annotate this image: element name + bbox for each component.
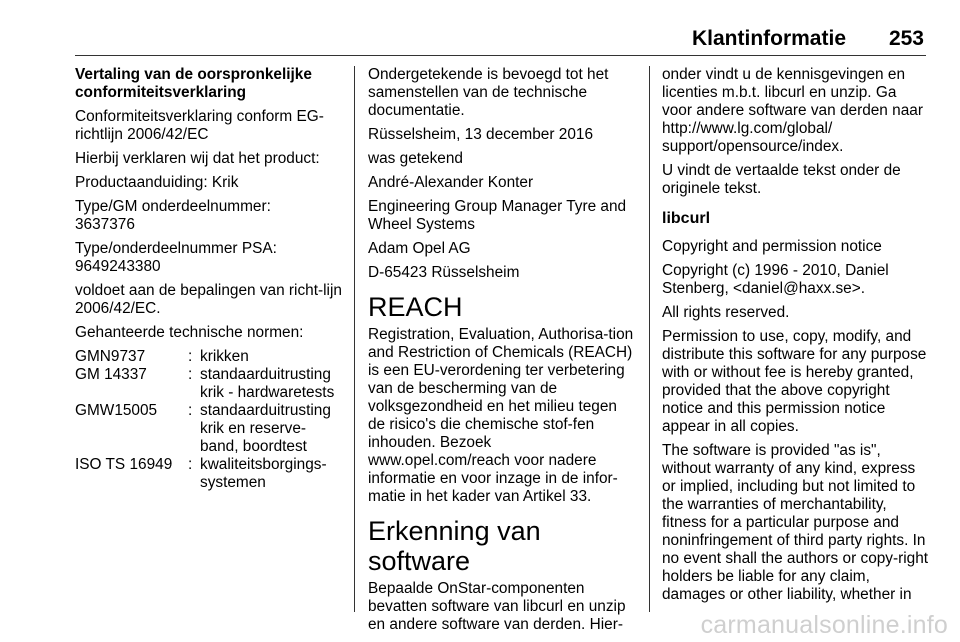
page-number: 253 xyxy=(888,27,924,50)
column-divider-2 xyxy=(649,66,650,612)
paragraph: Adam Opel AG xyxy=(368,240,471,257)
paragraph: Bepaalde OnStar-componenten bevatten software van libcurl en unzip en andere software van derden. Hier- xyxy=(368,580,626,633)
libcurl-heading: libcurl xyxy=(662,210,711,227)
paragraph: The software is provided "as is", without warranty of any kind, express or implied, including but not limited to the warranties of merchantability, fitness for a particular purpose and noninfringement of third party rights. In no event shall the authors or copy-right holders be liable for any claim, damages or other liability, whether in xyxy=(662,442,929,603)
watermark: carmanualsonline.info xyxy=(700,611,948,639)
norm-term: GMN9737 xyxy=(75,348,146,365)
section-title: Klantinformatie xyxy=(691,27,846,50)
paragraph: Ondergetekende is bevoegd tot het samenstellen van de technische documentatie. xyxy=(368,66,609,119)
norm-term: GMW15005 xyxy=(75,402,158,419)
paragraph: Productaanduiding: Krik xyxy=(75,174,239,191)
norm-term: GM 14337 xyxy=(75,366,147,383)
label: Type/onderdeelnummer PSA: xyxy=(75,240,277,257)
paragraph: André-Alexander Konter xyxy=(368,174,534,191)
norms-list xyxy=(75,348,342,492)
norm-term: ISO TS 16949 xyxy=(75,456,173,473)
column-3 xyxy=(662,66,930,610)
paragraph: Gehanteerde technische normen: xyxy=(75,324,304,341)
norm-separator: : xyxy=(188,366,193,383)
norm-separator: : xyxy=(188,348,193,365)
norm-separator: : xyxy=(188,456,193,473)
paragraph: Copyright (c) 1996 - 2010, Daniel Stenberg, <daniel@haxx.se>. xyxy=(662,262,889,297)
column-2 xyxy=(368,66,635,640)
norm-value: kwaliteitsborgings-systemen xyxy=(200,456,327,491)
paragraph: onder vindt u de kennisgevingen en licenties m.b.t. libcurl en unzip. Ga voor andere software van derden naar http://www.lg.com/global/ support/opensource/index. xyxy=(662,66,923,155)
paragraph xyxy=(75,240,342,276)
paragraph: D-65423 Rüsselsheim xyxy=(368,264,520,281)
page-header xyxy=(75,27,926,51)
norm-separator: : xyxy=(188,402,193,419)
paragraph: was getekend xyxy=(368,150,463,167)
value: 9649243380 xyxy=(75,258,161,275)
norm-row xyxy=(75,366,342,402)
declaration-heading: Vertaling van de oorspronkelijke conformiteitsverklaring xyxy=(75,66,312,101)
paragraph: U vindt de vertaalde tekst onder de originele tekst. xyxy=(662,162,901,197)
paragraph: Permission to use, copy, modify, and distribute this software for any purpose with or without fee is hereby granted, provided that the above copyright notice and this permission notice appear in all copies. xyxy=(662,328,927,435)
paragraph: Rüsselsheim, 13 december 2016 xyxy=(368,126,593,143)
column-1 xyxy=(75,66,342,492)
column-divider-1 xyxy=(354,66,355,612)
norm-value: standaarduitrusting krik en reserve-band, boordtest xyxy=(200,402,331,455)
paragraph: Registration, Evaluation, Authorisa-tion and Restriction of Chemicals (REACH) is een EU-verordening ter verbetering van de bescherming van de volksgezondheid en het milieu tegen de risico's die chemische stof-fen inhouden. Bezoek www.opel.com/reach voor nadere informatie en voor inzage in de infor-matie in het kader van Artikel 33. xyxy=(368,326,634,505)
norm-row xyxy=(75,348,342,366)
norm-value: standaarduitrusting krik - hardwaretests xyxy=(200,366,335,401)
software-heading: Erkenning van software xyxy=(368,516,541,576)
paragraph: Conformiteitsverklaring conform EG-richtlijn 2006/42/EC xyxy=(75,108,324,143)
header-divider xyxy=(75,55,926,56)
paragraph: Copyright and permission notice xyxy=(662,238,882,255)
paragraph: voldoet aan de bepalingen van richt-lijn 2006/42/EC. xyxy=(75,282,342,317)
paragraph: Hierbij verklaren wij dat het product: xyxy=(75,150,320,167)
paragraph xyxy=(75,198,342,234)
norm-row xyxy=(75,456,342,492)
norm-value: krikken xyxy=(200,348,249,365)
value: 3637376 xyxy=(75,216,135,233)
label: Type/GM onderdeelnummer: xyxy=(75,198,271,215)
paragraph: Engineering Group Manager Tyre and Wheel Systems xyxy=(368,198,627,233)
reach-heading: REACH xyxy=(368,292,463,322)
paragraph: All rights reserved. xyxy=(662,304,790,321)
norm-row xyxy=(75,402,342,456)
